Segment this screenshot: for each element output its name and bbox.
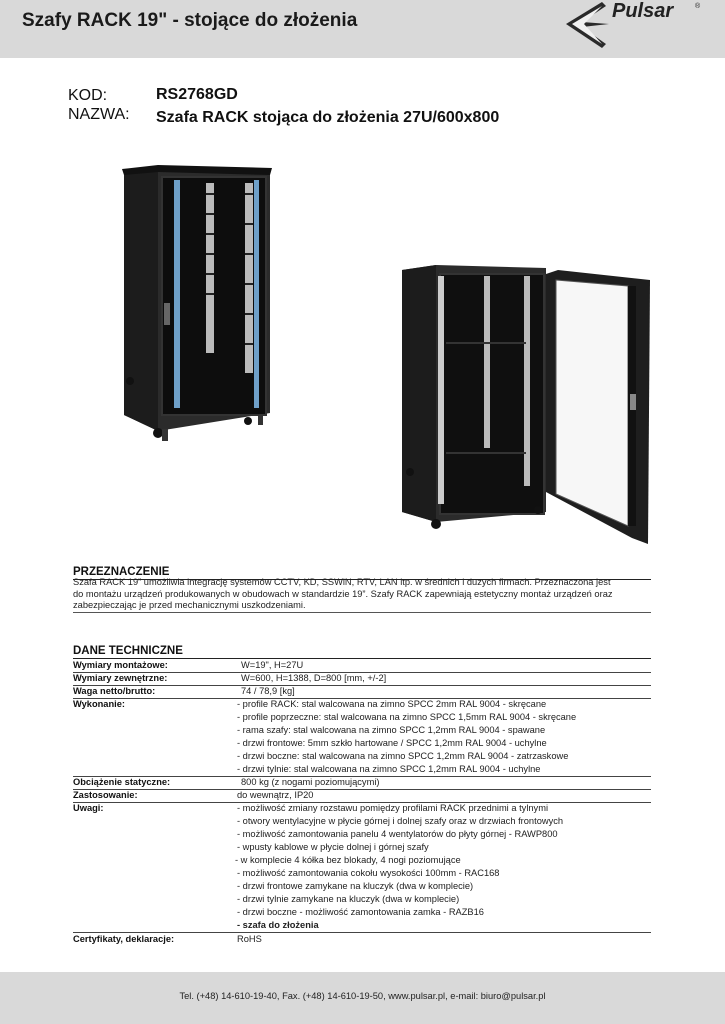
- product-code: RS2768GD: [156, 86, 238, 103]
- spec-value: do wewnątrz, IP20: [237, 790, 314, 800]
- purpose-title: PRZEZNACZENIE: [73, 566, 170, 578]
- purpose-bottom-divider: [73, 612, 651, 613]
- spec-label: Zastosowanie:: [73, 790, 138, 800]
- note-item: - wpusty kablowe w płycie dolnej i górnej szafy: [237, 842, 429, 852]
- spec-label: Wykonanie:: [73, 699, 126, 709]
- spec-label: Uwagi:: [73, 803, 104, 813]
- spec-value: W=600, H=1388, D=800 [mm, +/-2]: [241, 673, 387, 683]
- spec-value: RoHS: [237, 934, 262, 944]
- footer-contact: Tel. (+48) 14-610-19-40, Fax. (+48) 14-610-19-50, www.pulsar.pl, e-mail: biuro@pulsar.pl: [179, 991, 546, 1001]
- note-item: - możliwość zmiany rozstawu pomiędzy profilami RACK przednimi a tylnymi: [237, 803, 549, 813]
- specs-title: DANE TECHNICZNE: [73, 645, 183, 657]
- spec-label: Waga netto/brutto:: [73, 686, 156, 696]
- footer-bar: [0, 972, 725, 1024]
- construction-item: - drzwi tylnie: stal walcowana na zimno SPCC 1,2mm RAL 9004 - uchylne: [237, 764, 541, 774]
- row-divider: [73, 932, 651, 933]
- note-item: - drzwi frontowe zamykane na kluczyk (dwa w komplecie): [237, 881, 474, 891]
- page-title: Szafy RACK 19" - stojące do złożenia: [22, 10, 358, 31]
- construction-item: - rama szafy: stal walcowana na zimno SPCC 1,2mm RAL 9004 - spawane: [237, 725, 546, 735]
- spec-value: W=19", H=27U: [241, 660, 304, 670]
- purpose-line: Szafa RACK 19” umożliwia integrację systemów CCTV, KD, SSWiN, RTV, LAN itp. w średnich i duzych firmach. Przeznaczona jest: [73, 577, 611, 587]
- purpose-line: do montażu urządzeń produkowanych w obudowach w standardzie 19”. Szafy RACK zapewniają estetyczny montaż urządzeń oraz: [73, 588, 613, 599]
- spec-label: Wymiary zewnętrzne:: [73, 673, 168, 683]
- construction-item: - drzwi frontowe: 5mm szkło hartowane / SPCC 1,2mm RAL 9004 - uchylne: [237, 738, 547, 748]
- specs-section: [73, 645, 651, 659]
- spec-value: 74 / 78,9 [kg]: [241, 686, 295, 696]
- spec-label: Wymiary montażowe:: [73, 660, 168, 670]
- note-item-bold: - szafa do złożenia: [237, 920, 319, 930]
- spec-label: Obciążenie statyczne:: [73, 777, 171, 787]
- logo-registered: ®: [695, 3, 701, 10]
- specs-divider: [73, 658, 651, 659]
- name-label: NAZWA:: [68, 106, 130, 123]
- purpose-text: [73, 577, 653, 612]
- product-name: Szafa RACK stojąca do złożenia 27U/600x800: [156, 109, 500, 126]
- spec-label: Certyfikaty, deklaracje:: [73, 934, 175, 944]
- row-divider: [73, 685, 651, 686]
- spec-value: 800 kg (z nogami poziomującymi): [241, 777, 380, 787]
- row-divider: [73, 789, 651, 790]
- note-item: - drzwi boczne - możliwość zamontowania zamka - RAZB16: [237, 907, 484, 917]
- note-item: - możliwość zamontowania cokołu wysokości 100mm - RAC168: [237, 868, 500, 878]
- header-bar: [0, 0, 725, 58]
- note-item: - otwory wentylacyjne w płycie górnej i dolnej szafy oraz w drzwiach frontowych: [237, 816, 564, 826]
- rack-closed-image: [118, 163, 278, 448]
- note-item: - możliwość zamontowania panelu 4 wentylatorów do płyty górnej - RAWP800: [237, 829, 558, 839]
- construction-item: - drzwi boczne: stal walcowana na zimno SPCC 1,2mm RAL 9004 - zatrzaskowe: [237, 751, 569, 761]
- purpose-line: zabezpieczając je przed mechanicznymi uszkodzeniami.: [73, 600, 306, 610]
- note-item: - w komplecie 4 kółka bez blokady, 4 nogi poziomujące: [235, 855, 461, 865]
- construction-item: - profile RACK: stal walcowana na zimno SPCC 2mm RAL 9004 - skręcane: [237, 699, 547, 709]
- code-label: KOD:: [68, 87, 108, 104]
- logo-text: Pulsar: [612, 0, 674, 22]
- rack-open-image: [396, 262, 656, 547]
- note-item: - drzwi tylnie zamykane na kluczyk (dwa w komplecie): [237, 894, 460, 904]
- construction-item: - profile poprzeczne: stal walcowana na zimno SPCC 1,5mm RAL 9004 - skręcane: [237, 712, 577, 722]
